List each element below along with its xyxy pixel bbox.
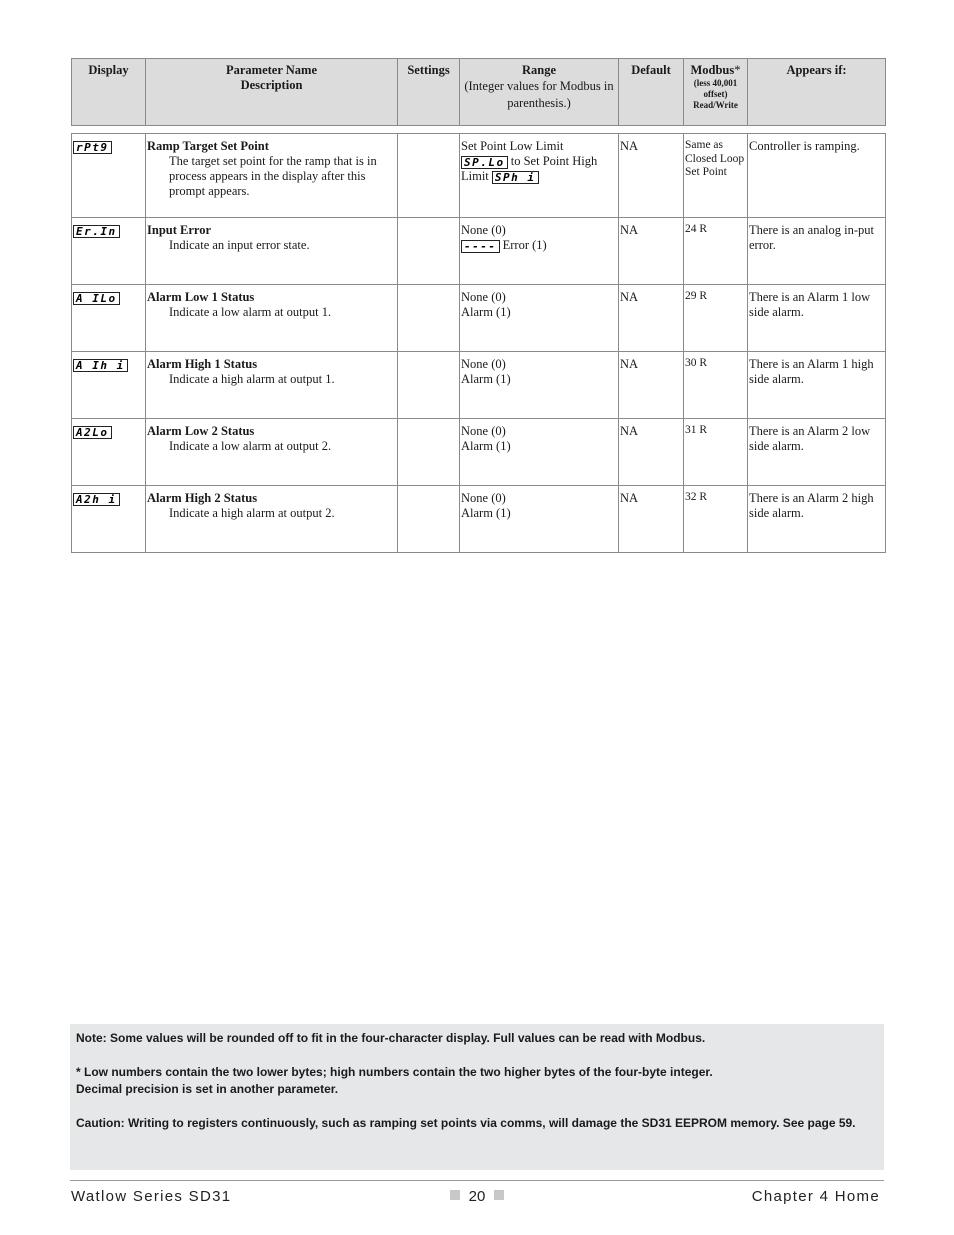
range-cell: Set Point Low Limit SP.Lo to Set Point High Limit SPh i [460, 134, 619, 218]
square-icon [494, 1190, 504, 1200]
parameter-description: The target set point for the ramp that is in process appears in the display after this prompt appears. [169, 154, 377, 198]
range-cell: None (0) Alarm (1) [460, 486, 619, 553]
lcd-display: ---- [461, 240, 500, 253]
table-row [72, 218, 886, 285]
header-parameter-name: Parameter Name Description [146, 59, 398, 126]
default-cell: NA [619, 486, 684, 553]
lcd-display: A ILo [73, 292, 120, 305]
display-cell [72, 419, 146, 486]
display-cell [72, 285, 146, 352]
appears-if-cell: There is an Alarm 1 high side alarm. [748, 352, 886, 419]
display-cell [72, 218, 146, 285]
parameter-table [71, 58, 886, 553]
header-appears-if: Appears if: [748, 59, 886, 126]
range-cell: None (0) Alarm (1) [460, 285, 619, 352]
settings-cell [398, 285, 460, 352]
parameter-description: Indicate a low alarm at output 1. [169, 305, 332, 319]
default-cell: NA [619, 352, 684, 419]
parameter-name: Alarm High 2 Status [147, 491, 258, 505]
parameter-description: Indicate an input error state. [169, 238, 310, 252]
parameter-name: Alarm Low 2 Status [147, 424, 255, 438]
parameter-cell [146, 218, 398, 285]
default-cell: NA [619, 134, 684, 218]
parameter-cell [146, 352, 398, 419]
lcd-display: A Ih i [73, 359, 128, 372]
appears-if-cell: There is an Alarm 2 low side alarm. [748, 419, 886, 486]
default-cell: NA [619, 218, 684, 285]
display-cell [72, 486, 146, 553]
footer-page-number: 20 [0, 1188, 954, 1205]
table-row [72, 285, 886, 352]
parameter-name: Alarm Low 1 Status [147, 290, 255, 304]
settings-cell [398, 218, 460, 285]
range-cell: None (0) Alarm (1) [460, 419, 619, 486]
modbus-cell: 30 R [684, 352, 748, 419]
parameter-cell [146, 486, 398, 553]
table-row [72, 134, 886, 218]
lcd-display: SPh i [492, 171, 539, 184]
note-rounding: Note: Some values will be rounded off to fit in the four-character display. Full values can be read with Modbus. [76, 1031, 706, 1045]
lcd-display: rPt9 [73, 141, 112, 154]
modbus-cell: 24 R [684, 218, 748, 285]
display-cell [72, 134, 146, 218]
settings-cell [398, 486, 460, 553]
display-cell [72, 352, 146, 419]
chapter-home-link[interactable]: Chapter 4 Home [751, 1188, 880, 1205]
note-caution: Caution: Writing to registers continuously, such as ramping set points via comms, will damage the SD31 EEPROM memory. See page 59. [76, 1116, 856, 1130]
note-bytes: * Low numbers contain the two lower bytes; high numbers contain the two higher bytes of the four-byte integer. [76, 1065, 713, 1079]
table-spacer [72, 126, 886, 134]
parameter-description: Indicate a high alarm at output 2. [169, 506, 335, 520]
header-range: Range (Integer values for Modbus in parenthesis.) [460, 59, 619, 126]
parameter-description: Indicate a low alarm at output 2. [169, 439, 332, 453]
parameter-description: Indicate a high alarm at output 1. [169, 372, 335, 386]
default-cell: NA [619, 285, 684, 352]
parameter-cell [146, 419, 398, 486]
parameter-name: Input Error [147, 223, 212, 237]
footer-product-name: Watlow Series SD31 [71, 1188, 232, 1205]
settings-cell [398, 352, 460, 419]
header-default: Default [619, 59, 684, 126]
appears-if-cell: There is an Alarm 2 high side alarm. [748, 486, 886, 553]
settings-cell [398, 134, 460, 218]
header-display: Display [72, 59, 146, 126]
table-row [72, 352, 886, 419]
header-settings: Settings [398, 59, 460, 126]
modbus-cell: 29 R [684, 285, 748, 352]
note-precision: Decimal precision is set in another parameter. [76, 1082, 339, 1096]
parameter-name: Alarm High 1 Status [147, 357, 258, 371]
lcd-display: A2Lo [73, 426, 112, 439]
table-row [72, 419, 886, 486]
modbus-cell: 31 R [684, 419, 748, 486]
square-icon [450, 1190, 460, 1200]
appears-if-cell: There is an analog in-put error. [748, 218, 886, 285]
modbus-cell: 32 R [684, 486, 748, 553]
appears-if-cell: Controller is ramping. [748, 134, 886, 218]
default-cell: NA [619, 419, 684, 486]
range-cell: None (0) Alarm (1) [460, 352, 619, 419]
appears-if-cell: There is an Alarm 1 low side alarm. [748, 285, 886, 352]
footer-divider [70, 1180, 884, 1181]
lcd-display: SP.Lo [461, 156, 508, 169]
table-row [72, 486, 886, 553]
parameter-name: Ramp Target Set Point [147, 139, 269, 153]
settings-cell [398, 419, 460, 486]
modbus-cell: Same as Closed Loop Set Point [684, 134, 748, 218]
header-modbus: Modbus* (less 40,001 offset) Read/Write [684, 59, 748, 126]
table-header-row [72, 59, 886, 126]
notes-box [70, 1024, 884, 1170]
range-cell: None (0) ---- Error (1) [460, 218, 619, 285]
lcd-display: Er.In [73, 225, 120, 238]
parameter-cell [146, 134, 398, 218]
lcd-display: A2h i [73, 493, 120, 506]
parameter-cell [146, 285, 398, 352]
